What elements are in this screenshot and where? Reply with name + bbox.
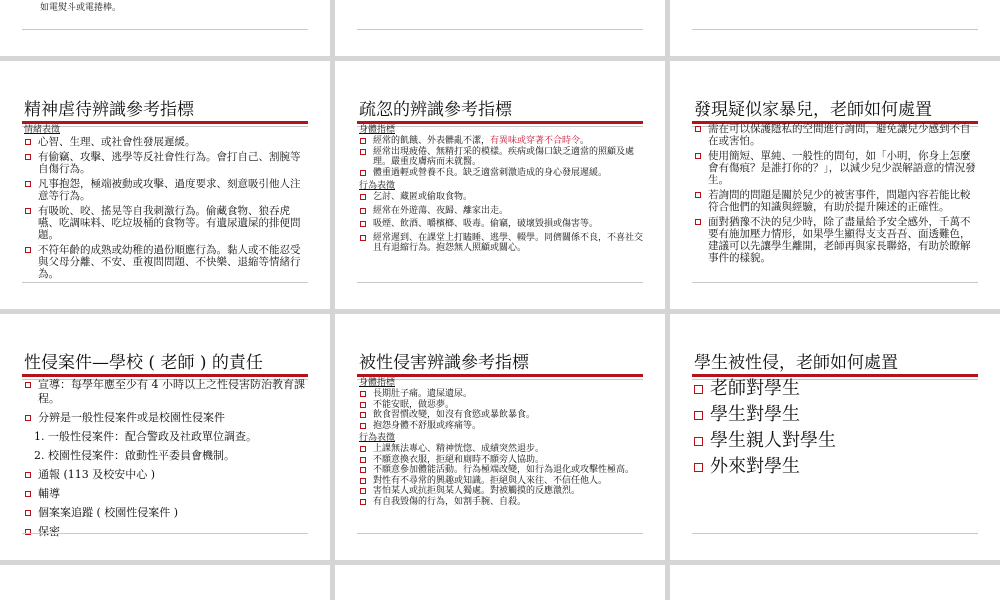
- list-item: 不願意換衣服，拒絕和廁時不願旁人協助。: [359, 455, 645, 466]
- list-item: 有偷竊、攻擊、逃學等反社會性行為。會打自己、割腕等自傷行為。: [24, 151, 310, 175]
- slide-footer-line: [692, 29, 978, 30]
- slide-title: 疏忽的辨識參考指標: [359, 100, 512, 120]
- title-rule: [22, 121, 308, 124]
- slide-title: 發現疑似家暴兒，老師如何處置: [694, 100, 932, 120]
- list-item: 上課無法專心、精神恍惚、成績突然退步。: [359, 444, 645, 455]
- slide-title: 性侵案件—學校 ( 老師 ) 的責任: [24, 353, 263, 373]
- list-item: 經常在外遊蕩、夜歸、離家出走。: [359, 206, 645, 217]
- list-item: 吸煙、飲酒、嚼檳榔、吸毒。偷竊，破壞毀損或傷害等。: [359, 219, 645, 230]
- list-item: 凡事抱怨，極端被動或攻擊、過度要求、刻意吸引他人注意等行為。: [24, 178, 310, 202]
- list-item: 體重過輕或營養不良。缺乏適當刺激造成的身心發展遲緩。: [359, 168, 645, 179]
- list-item: 經常遲到、在課堂上打瞌睡、逃學、輟學。同儕關係不良，不喜社交且有退縮行為。抱怨無人照顧或關心。: [359, 233, 645, 254]
- list-item: 使用簡短、單純、一般性的問句，如「小明，你身上怎麼會有傷痕？是誰打你的？」，以減少兒少誤解語意的情況發生。: [694, 150, 980, 186]
- list-item: 需在可以保護隱私的空間進行詢問，避免讓兒少感到不自在或害怕。: [694, 123, 980, 147]
- list-item: 不能安眠，做惡夢。: [359, 400, 645, 411]
- item-text: 經常的飢餓、外表髒亂不潔，: [373, 136, 491, 146]
- list-item: 對性有不尋常的興趣或知識。拒絕與人來往、不信任他人。: [359, 476, 645, 487]
- numbered-item: 1. 一般性侵案件：配合警政及社政單位調查。: [34, 430, 257, 443]
- slide-footer-line: [22, 533, 308, 534]
- slide-next-middle: [335, 565, 665, 600]
- list-item: 心智、生理、或社會性發展遲緩。: [24, 136, 310, 148]
- section-heading: 情緒表徵: [24, 125, 61, 135]
- slide-body: [694, 377, 980, 481]
- list-item: 有吸吮、咬、搖晃等自我刺激行為。偷藏食物、狼吞虎嚥、吃調味料、吃垃圾桶的食物等。有遺尿遺屎的排便問題。: [24, 205, 310, 241]
- slide-body: [359, 378, 645, 507]
- list-item: 不願意參加體能活動。行為極端改變，如行為退化或攻擊性極高。: [359, 465, 645, 476]
- slide-next-right: [670, 565, 1000, 600]
- list-item: [359, 136, 645, 147]
- slide-teacher-handling: [670, 314, 1000, 560]
- slide-next-left: [0, 565, 330, 600]
- list-item: 不符年齡的成熟或幼稚的過份順應行為。黏人或不能忍受與父母分離、不安、重複問問題、不快樂、退縮等情緒行為。: [24, 244, 310, 280]
- list-item: 乞討、藏匿或偷取食物。: [359, 192, 645, 203]
- slide-footer-line: [357, 29, 643, 30]
- list-item: 輔導: [24, 487, 310, 501]
- list-item: 經常出現疲倦、無精打采的模樣。疾病或傷口缺乏適當的照顧及處理。嚴重皮膚病而未就醫。: [359, 147, 645, 168]
- list-item: 通報 (113 及校安中心 ): [24, 468, 310, 482]
- list-item: 保密: [24, 525, 310, 539]
- list-item: 面對猶豫不決的兒少時，除了盡量給予安全感外，千萬不要有施加壓力情形，如果學生顯得支支吾吾、面透難色，建議可以先讓學生離開，老師再與家長聯絡，有助於瞭解事件的樣貌。: [694, 216, 980, 264]
- slide-title: 被性侵害辨識參考指標: [359, 353, 529, 373]
- list-item: 學生親人對學生: [694, 429, 980, 452]
- highlight-text: 有異味或穿著不合時令: [490, 136, 581, 146]
- slide-footer-line: [22, 282, 308, 283]
- slide-body: [694, 123, 980, 267]
- slide-title: 學生被性侵，老師如何處置: [694, 353, 898, 373]
- list-item: 老師對學生: [694, 377, 980, 400]
- title-rule: [22, 374, 308, 377]
- slide-school-duty: [0, 314, 330, 560]
- list-item: 長期肚子痛。遺屎遺尿。: [359, 389, 645, 400]
- list-item: 飲食習慣改變，如沒有食慾或暴飲暴食。: [359, 410, 645, 421]
- slide-emotional-abuse: [0, 61, 330, 309]
- slide-sexual-abuse: [335, 314, 665, 560]
- slide-footer-line: [357, 533, 643, 534]
- title-rule: [357, 121, 643, 124]
- list-item: 抱怨身體不舒服或疼痛等。: [359, 421, 645, 432]
- section-heading: 身體指標: [359, 125, 396, 135]
- item-text-end: 。: [580, 136, 590, 146]
- slide-domestic-violence: [670, 61, 1000, 309]
- numbered-item: 2. 校園性侵案件：啟動性平委員會機制。: [34, 449, 235, 462]
- list-item: 學生對學生: [694, 403, 980, 426]
- slide-top-right: [670, 0, 1000, 56]
- list-item: 若詢問的問題是關於兒少的被害事件，問題內容若能比較符合他們的知識與經驗，有助於提升陳述的正確性。: [694, 189, 980, 213]
- slide-neglect: [335, 61, 665, 309]
- title-rule: [357, 374, 643, 377]
- slide-top-left: [0, 0, 330, 56]
- list-item: 有自我毀傷的行為，如割手腕、自殺。: [359, 497, 645, 508]
- slide-body: [24, 378, 310, 544]
- section-heading: 身體指標: [359, 378, 396, 388]
- list-item: 個案案追蹤 ( 校園性侵案件 ): [24, 506, 310, 520]
- list-item: 宣導：每學年應至少有 4 小時以上之性侵害防治教育課程。: [24, 378, 310, 406]
- list-item: 分辨是一般性侵案件或是校園性侵案件: [24, 411, 310, 425]
- list-item: 害怕某人或抗拒與某人獨處。對被觸摸的反應激烈。: [359, 486, 645, 497]
- slide-fragment-text: 如電熨斗或電捲棒。: [40, 3, 122, 13]
- section-heading: 行為表徵: [359, 181, 396, 191]
- slide-footer-line: [22, 29, 308, 30]
- list-item: 外來對學生: [694, 455, 980, 478]
- slide-title: 精神虐待辨識參考指標: [24, 100, 194, 120]
- slide-footer-line: [692, 533, 978, 534]
- slide-top-middle: [335, 0, 665, 56]
- slide-body: [24, 125, 310, 283]
- slide-footer-line: [692, 282, 978, 283]
- slide-body: [359, 125, 645, 254]
- slide-footer-line: [357, 282, 643, 283]
- section-heading: 行為表徵: [359, 433, 396, 443]
